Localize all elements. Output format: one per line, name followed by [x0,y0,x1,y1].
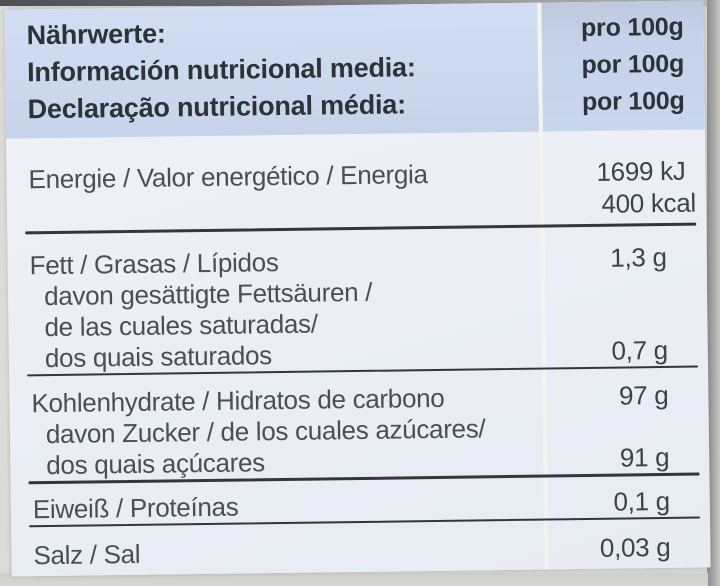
nutrient-value: 97 g [618,380,669,411]
nutrient-value: 1,3 g [610,241,667,273]
nutrient-label: Salz / Sal [33,539,141,571]
header-title-de: Nährwerte: [26,18,166,51]
nutrition-label [4,0,710,576]
label-header [4,0,705,138]
nutrient-label: Eiweiß / Proteínas [32,491,239,525]
row-energy [6,144,706,231]
header-title-es: Información nutricional media: [26,52,416,88]
nutrient-value-kj: 1699 kJ [596,155,686,187]
per-100g-es: por 100g [581,49,685,80]
nutrition-table [6,144,710,571]
nutrient-label: Kohlenhydrate / Hidratos de carbono [31,383,445,419]
per-100g-pt: por 100g [581,86,685,117]
nutrient-label: Fett / Grasas / Lípidos [29,246,279,280]
header-title-pt: Declaração nutricional média: [27,89,407,125]
nutrient-value-kcal: 400 kcal [601,187,697,219]
nutrient-value: 0,03 g [599,532,671,564]
nutrient-sublabel: davon Zucker / de los cuales azúcares/ [45,413,486,450]
nutrient-value: 91 g [619,442,670,473]
per-100g-de: pro 100g [580,12,684,43]
nutrient-label: Energie / Valor energético / Energia [28,159,428,195]
row-fat [7,225,708,374]
row-salt [11,519,711,572]
nutrient-sublabel: de las cuales saturadas/ [44,308,318,342]
nutrient-sublabel: davon gesättigte Fettsäuren / [43,276,373,311]
nutrient-value: 0,7 g [611,334,669,366]
nutrient-value: 0,1 g [613,485,671,517]
nutrient-sublabel: dos quais açúcares [46,447,266,481]
table-row [11,532,710,572]
nutrient-sublabel: dos quais saturados [44,339,273,373]
row-carbohydrate [9,368,709,482]
